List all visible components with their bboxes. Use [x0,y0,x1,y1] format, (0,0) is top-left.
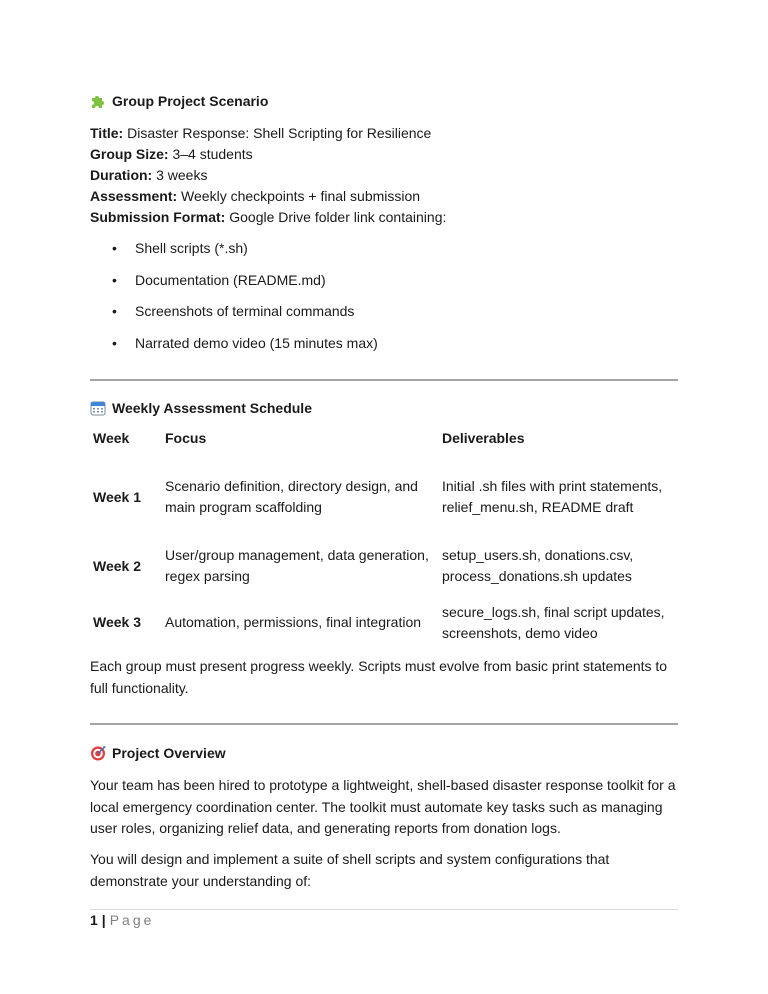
column-header-week: Week [93,430,130,446]
table-row [90,456,679,538]
overview-paragraph-2: You will design and implement a suite of shell scripts and system configurations that demonstrate your understanding of: [90,851,610,889]
meta-submission-format: Submission Format: Google Drive folder link containing: [90,209,447,225]
deliverables-cell: Initial .sh files with print statements, relief_menu.sh, README draft [442,478,663,515]
schedule-table [90,430,679,651]
footer-divider [90,909,678,910]
table-row [90,594,679,651]
list-item: • Narrated demo video (15 minutes max) [90,333,378,365]
week-cell: Week 3 [93,614,141,630]
calendar-icon [90,400,106,416]
week-cell: Week 2 [93,557,141,574]
table-row [90,538,679,594]
puzzle-icon [90,93,106,109]
focus-cell: Scenario definition, directory design, and main program scaffolding [165,478,418,515]
meta-assessment: Assessment: Weekly checkpoints + final submission [90,188,421,204]
page-footer [90,912,154,928]
footer-separator: | [101,912,106,928]
target-icon [90,745,106,761]
overview-paragraph-1: Your team has been hired to prototype a lightweight, shell-based disaster response toolkit for a local emergency coordination center. The toolkit must automate key tasks such as managing user roles, organizing relief data, and generating reports from donation logs. [90,777,676,836]
group-project-heading: Group Project Scenario [90,93,268,109]
meta-duration: Duration: 3 weeks [90,167,208,183]
schedule-heading: Weekly Assessment Schedule [90,400,312,416]
divider [90,379,678,381]
table-header-row [90,430,679,456]
divider [90,723,678,725]
column-header-deliverables: Deliverables [442,430,525,446]
deliverables-cell: secure_logs.sh, final script updates, screenshots, demo video [442,603,665,641]
page-label: Page [109,912,155,928]
page-number: 1 [90,912,98,928]
deliverables-cell: setup_users.sh, donations.csv, process_donations.sh updates [442,547,634,584]
focus-cell: User/group management, data generation, regex parsing [165,547,429,584]
schedule-note: Each group must present progress weekly. Scripts must evolve from basic print statements to full functionality. [90,658,668,696]
list-item: • Documentation (README.md) [90,270,378,302]
meta-title: Title: Disaster Response: Shell Scripting for Resilience [90,125,432,141]
column-header-focus: Focus [165,430,207,446]
overview-heading: Project Overview [90,745,226,761]
week-cell: Week 1 [93,488,141,505]
meta-group-size: Group Size: 3–4 students [90,146,253,162]
list-item: • Shell scripts (*.sh) [90,238,378,270]
project-meta [90,123,446,228]
focus-cell: Automation, permissions, final integration [165,614,422,630]
submission-list [90,238,378,364]
list-item: • Screenshots of terminal commands [90,301,378,333]
